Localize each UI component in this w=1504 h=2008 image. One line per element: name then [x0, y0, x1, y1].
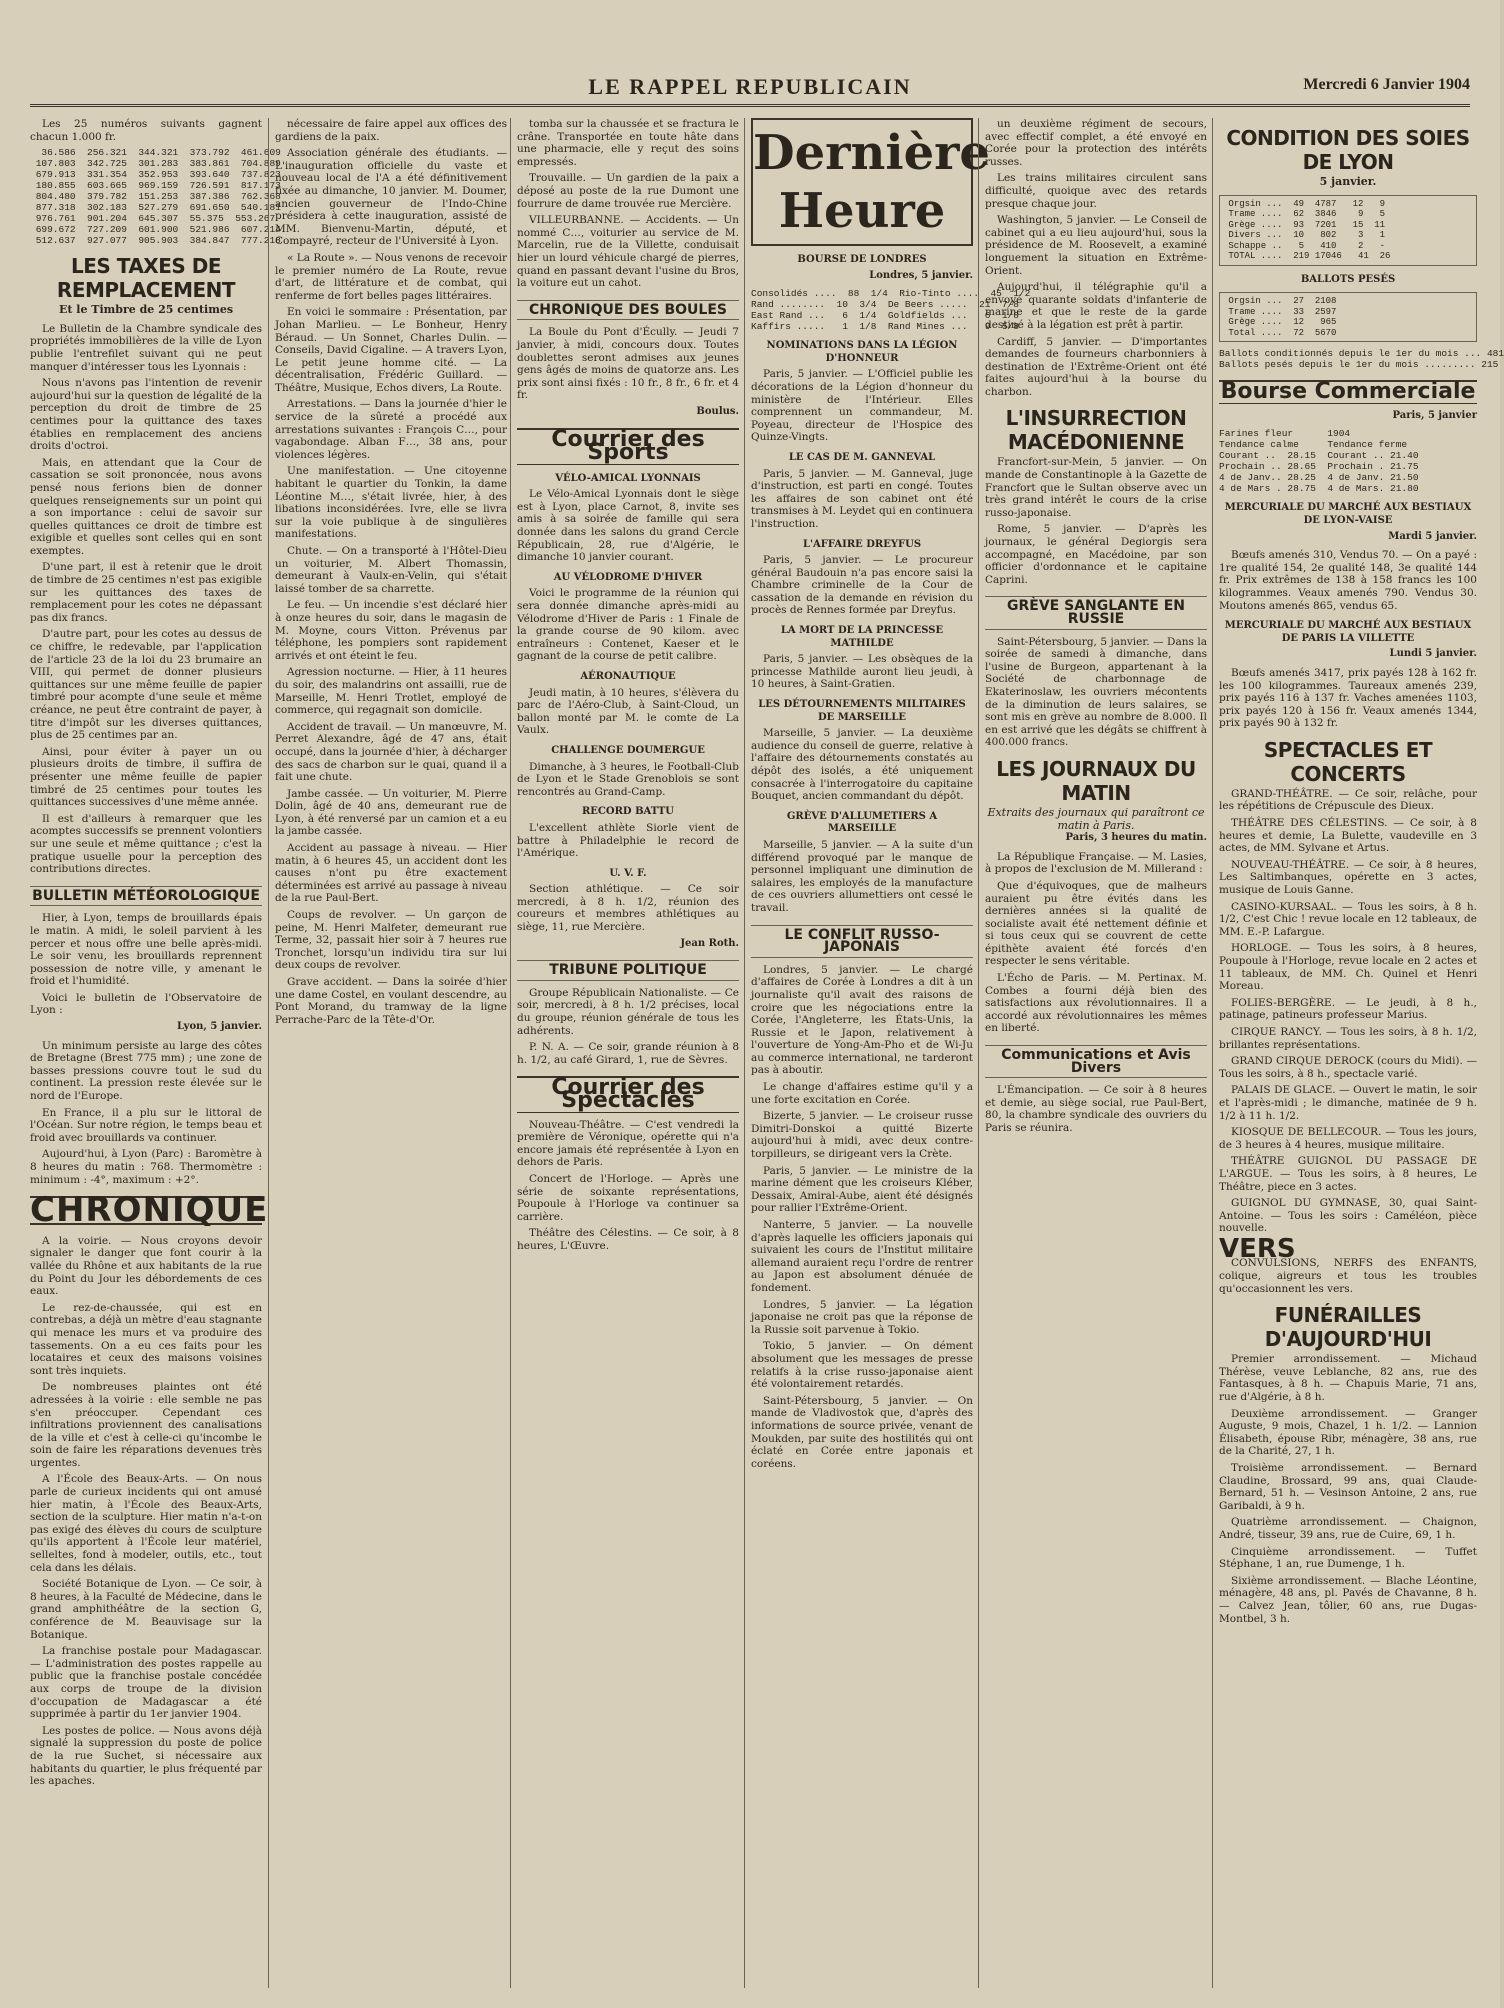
listing-item: HORLOGE. — Tous les soirs, à 8 heures, Poupoule à l'Horloge, revue locale en 2 actes et 11 tableaux, de MM. Ch. Quinel et Henri Moreau.	[1219, 942, 1477, 993]
article-paragraph: Grave accident. — Dans la soirée d'hier une dame Costel, en voulant descendre, au Pont Morand, du tramway de la ligne Perrache-Parc de la Tête-d'Or.	[275, 976, 507, 1026]
column-1	[30, 118, 281, 1988]
article-paragraph: Francfort-sur-Mein, 5 janvier. — On mande de Constantinople à la Gazette de Francfort que le Sultan observe avec un très grand intérêt le cours de la crise russo-japonaise.	[985, 456, 1207, 519]
article-paragraph: La franchise postale pour Madagascar. — L'administration des postes rappelle au public que la franchise postale concédée aux corps de troupe de la division d'occupation de Madagascar a été supprimée à partir du 1er janvier 1904.	[30, 1645, 262, 1721]
article-paragraph: Paris, 5 janvier. — L'Officiel publie les décorations de la Légion d'honneur du ministère de l'Intérieur. Elles comprennent un commandeur, M. Poyeau, directeur de l'Hospice des Quinze-Vingts.	[751, 368, 973, 444]
article-paragraph: Voici le programme de la réunion qui sera donnée dimanche après-midi au Vélodrome d'Hiver de Paris : 1 Finale de la grande course de 90 kilom. avec entraîneurs : Contenet, Kaeser et le gagnant de la course de petit calibre.	[517, 587, 739, 663]
communications-headline: Communications et Avis Divers	[985, 1045, 1207, 1078]
soies-table: Orgsin ... 49 4787 12 9 Trame .... 62 3846 9 5 Grège .... 93 7201 15 11 Divers ... 10 802 3 1 Schappe .. 5 410 2 - TOTAL .... 219 17046 41 26	[1219, 195, 1477, 266]
article-paragraph: Théâtre des Célestins. — Ce soir, à 8 heures, L'Œuvre.	[517, 1227, 739, 1252]
dateline: Paris, 5 janvier	[1392, 409, 1477, 421]
article-paragraph: Jeudi matin, à 10 heures, s'élèvera du parc de l'Aéro-Club, à Saint-Cloud, un ballon monté par M. le comte de La Vaulx.	[517, 686, 739, 737]
article-paragraph: L'Émancipation. — Ce soir à 8 heures et demie, au siège social, rue Paul-Bert, 80, la chambre syndicale des ouvriers du Paris se réunira.	[985, 1084, 1207, 1134]
article-paragraph: L'Écho de Paris. — M. Pertinax. M. Combes a fourni déjà bien des satisfactions aux révolutionnaires. Il a accordé aux révolutionnaires les mêmes en liberté.	[985, 972, 1207, 1035]
listing-item: CIRQUE RANCY. — Tous les soirs, à 8 h. 1/2, brillantes représentations.	[1219, 1025, 1477, 1051]
dateline: Lundi 5 janvier.	[1389, 648, 1477, 660]
article-paragraph: Section athlétique. — Ce soir mercredi, à 8 h. 1/2, réunion des coureurs et membres athlétiques au siège, 11, rue Mercière.	[517, 883, 739, 934]
article-paragraph: A la voirie. — Nous croyons devoir signaler le danger que font courir à la vallée du Rhône et aux habitants de la rue du Point du Jour les débordements de ces eaux.	[30, 1234, 262, 1298]
subheading: CHALLENGE DOUMERGUE	[551, 744, 705, 756]
subheading: BOURSE DE LONDRES	[797, 254, 927, 265]
soies-note: Ballots conditionnés depuis le 1er du mois ... 481 Ballots pesés depuis le 1er du mois ......... 215	[1219, 348, 1504, 371]
article-paragraph: Washington, 5 janvier. — Le Conseil de cabinet qui a eu lieu aujourd'hui, sous la présidence de M. Roosevelt, a examiné longuement la situation en Extrême-Orient.	[985, 214, 1207, 277]
listing-item: GRAND CIRQUE DEROCK (cours du Midi). — Tous les soirs, à 8 h., spectacle varié.	[1219, 1055, 1477, 1080]
journaux-subheadline: Extraits des journaux qui paraîtront ce matin à Paris.	[987, 805, 1205, 832]
article-paragraph: Le Vélo-Amical Lyonnais dont le siège est à Lyon, place Carnot, 8, invite ses amis à sa soirée de famille qui sera donnée dans les salons du grand Cercle Républicain, 28, rue d'Algérie, le dimanche 10 janvier courant.	[517, 488, 739, 564]
listing-item: NOUVEAU-THÉÂTRE. — Ce soir, à 8 heures, Les Saltimbanques, opérette en 3 actes, musique de Louis Ganne.	[1219, 858, 1477, 897]
subheading: NOMINATIONS DANS LA LÉGION D'HONNEUR	[766, 340, 958, 364]
article-paragraph: Mais, en attendant que la Cour de cassation se soit prononcée, nous avons pensé nous ferions bien de donner quelques renseignements sur un point qui a son importance : celui de savoir sur quelles quittances ce droit de timbre est exigible et quelles sont celles qui en sont exemptes.	[30, 456, 262, 557]
article-paragraph: Nanterre, 5 janvier. — La nouvelle d'après laquelle les officiers japonais qui suivaient les cours de l'Institut militaire allemand auraient reçu l'ordre de rentrer au Japon est absolument dénuée de fondement.	[751, 1219, 973, 1294]
listing-item: THÉÂTRE DES CÉLESTINS. — Ce soir, à 8 heures et demie, La Bulette, vaudeville en 3 actes, de MM. Sylvane et Artus.	[1219, 817, 1477, 855]
article-paragraph: Bizerte, 5 janvier. — Le croiseur russe Dimitri-Donskoi a quitté Bizerte aujourd'hui à midi, avec deux contre-torpilleurs, se dirigeant vers la Crète.	[751, 1110, 973, 1161]
russie-headline: GRÈVE SANGLANTE EN RUSSIE	[985, 596, 1207, 629]
bourse-commerciale-table: Farines fleur 1904 Tendance calme Tendance ferme Courant .. 28.15 Courant .. 21.40 Prochain .. 28.65 Prochain . 21.75 4 de Janv.. 28.25 4 de Janv. 21.50 4 de Mars . 28.75 4 de Mars. 21.80	[1219, 428, 1419, 495]
dateline: 5 janvier.	[1319, 175, 1377, 188]
article-paragraph: Le rez-de-chaussée, qui est en contrebas, a déjà un mètre d'eau stagnante qui menace les murs et va produire des tassements. On a eu ces faits pour les locataires et ceux des maisons voisines sont très inquiets.	[30, 1301, 262, 1377]
article-paragraph: Marseille, 5 janvier. — A la suite d'un différend provoqué par le manque de personnel impliquant une diminution de salaires, les employés de la manufacture de ces ouvriers allumettiers ont cessé le travail.	[751, 838, 973, 914]
newspaper-title: LE RAPPEL REPUBLICAIN	[588, 74, 912, 99]
article-paragraph: Une manifestation. — Une citoyenne habitant le quartier du Tonkin, la dame Léontine M…, s'était livrée, hier, à des libations inconsidérées. Ivre, elle se livra sur la voie publique à de singulières manifestations.	[275, 465, 507, 541]
taxes-subheadline: Et le Timbre de 25 centimes	[58, 303, 234, 317]
article-paragraph: D'autre part, pour les cotes au dessus de ce chiffre, le redevable, par l'application de l'article 23 de la loi du 23 brumaire an VIII, qui permet de donner plusieurs quittances sur une même feuille de papier timbré pour acompte d'une seule et même créance, ne peut être contraint de payer, à titre d'impôt sur les diverses quittances, plus de 25 centimes par an.	[30, 628, 262, 742]
article-paragraph: Premier arrondissement. — Michaud Thérèse, veuve Leblanche, 82 ans, rue des Fantasques, à 8 h. — Chapuis Marie, 71 ans, rue d'Algérie, à 8 h.	[1219, 1353, 1477, 1404]
listing-item: PALAIS DE GLACE. — Ouvert le matin, le soir et l'après-midi ; le dimanche, matinée de 9 h. 1/2 à 11 h. 1/2.	[1219, 1084, 1477, 1122]
funerailles-headline: FUNÉRAILLES D'AUJOURD'HUI	[1264, 1303, 1432, 1352]
tribune-headline: TRIBUNE POLITIQUE	[517, 960, 739, 981]
article-paragraph: Bœufs amenés 310, Vendus 70. — On a payé : 1re qualité 154, 2e qualité 148, 3e qualité 144 fr. Prix extrêmes de 138 à 158 francs les 100 kilogrammes. Veaux amenés 790. Vendus 30. Moutons amenés 865, vendus 65.	[1219, 549, 1477, 612]
subheading: MERCURIALE DU MARCHÉ AUX BESTIAUX DE PARIS LA VILLETTE	[1224, 620, 1472, 644]
article-paragraph: Trouvaille. — Un gardien de la paix a déposé au poste de la rue Dumont une fourrure de dame trouvée rue Mercière.	[517, 172, 739, 210]
lottery-intro: Les 25 numéros suivants gagnent chacun 1.000 fr.	[30, 118, 262, 143]
article-paragraph: Accident de travail. — Un manœuvre, M. Perret Alexandre, âgé de 47 ans, était occupé, dans la journée d'hier, à décharger des sacs de charbon sur le quai, quand il a fait une chute.	[275, 720, 507, 784]
subheading: VÉLO-AMICAL LYONNAIS	[555, 472, 701, 484]
article-paragraph: Les postes de police. — Nous avons déjà signalé la suppression du poste de police de la rue Suchet, si nécessaire aux habitants du quartier, le plus fréquenté par les apaches.	[30, 1724, 262, 1788]
subheading: AU VÉLODROME D'HIVER	[553, 571, 703, 583]
article-paragraph: Cinquième arrondissement. — Tuffet Stéphane, 1 an, rue Dumenge, 1 h.	[1219, 1545, 1477, 1571]
chronique-headline: CHRONIQUE	[30, 1190, 269, 1231]
soies-headline: CONDITION DES SOIES DE LYON	[1226, 126, 1470, 174]
subheading: LA MORT DE LA PRINCESSE MATHILDE	[780, 625, 944, 649]
taxes-headline: LES TAXES DE REMPLACEMENT	[56, 254, 236, 303]
article-paragraph: Paris, 5 janvier. — Le procureur général Baudouin n'a pas encore saisi la Chambre criminelle de la Cour de cassation de la demande en révision du procès de Rennes formée par Dreyfus.	[751, 554, 973, 617]
article-paragraph: Arrestations. — Dans la journée d'hier le service de la sûreté a procédé aux arrestations suivantes : François C…, pour vagabondage. Alban F…, 38 ans, pour violences légères.	[275, 398, 507, 461]
sports-headline: Courrier des Sports	[517, 428, 739, 464]
article-paragraph: Londres, 5 janvier. — La légation japonaise ne croit pas que la réponse de la Russie soit parvenue à Tokio.	[751, 1298, 973, 1336]
article-paragraph: Tokio, 5 janvier. — On dément absolument que les messages de presse relatifs à la crise russo-japonaise aient été volontairement retardés.	[751, 1340, 973, 1391]
dateline: Paris, 3 heures du matin.	[1065, 832, 1207, 844]
listing-item: THÉÂTRE GUIGNOL DU PASSAGE DE L'ARGUE. — Tous les soirs, à 8 heures, Le Théâtre, piece en 3 actes.	[1219, 1155, 1477, 1193]
subheading: GRÈVE D'ALLUMETIERS A MARSEILLE	[786, 810, 938, 835]
article-paragraph: Dimanche, à 3 heures, le Football-Club de Lyon et le Stade Grenoblois se sont rencontrés au Grand-Camp.	[517, 760, 739, 798]
listing-item: KIOSQUE DE BELLECOUR. — Tous les jours, de 3 heures à 4 heures, musique militaire.	[1219, 1126, 1477, 1151]
article-paragraph: Un minimum persiste au large des côtes de Bretagne (Brest 775 mm) ; une zone de basses pressions couvre tout le sud du continent. La pression reste élevée sur le nord de l'Europe.	[30, 1039, 262, 1103]
subheading: L'AFFAIRE DREYFUS	[802, 538, 922, 550]
listing-item: CASINO-KURSAAL. — Tous les soirs, à 8 h. 1/2, C'est Chic ! revue locale en 12 tableaux, de MM. E.-P. Lafargue.	[1219, 900, 1477, 938]
meteo-headline: BULLETIN MÉTÉOROLOGIQUE	[30, 886, 262, 907]
spectacles-headline: Courrier des Spectacles	[517, 1076, 739, 1112]
article-paragraph: De nombreuses plaintes ont été adressées à la voirie : elle semble ne pas s'en préoccuper. Cependant ces infiltrations proviennent des canalisations de la ville et c'est à celle-ci qu'incombe le soin de faire les réparations devenues très urgentes.	[30, 1381, 262, 1469]
article-paragraph: Le change d'affaires estime qu'il y a une forte excitation en Corée.	[751, 1081, 973, 1106]
subheading: U. V. F.	[609, 867, 647, 879]
article-paragraph: Groupe Républicain Nationaliste. — Ce soir, mercredi, à 8 h. 1/2 précises, local du groupe, réunion générale de tous les adhérents.	[517, 986, 739, 1037]
article-paragraph: Deuxième arrondissement. — Granger Auguste, 9 mois, Chazel, 1 h. 1/2. — Lannion Élisabeth, épouse Ribr, ménagère, 38 ans, rue de la Charité, 27, 1 h.	[1219, 1407, 1477, 1458]
article-paragraph: D'une part, il est à retenir que le droit de timbre de 25 centimes n'est pas exigible sur les quittances des taxes de remplacement pour les cotes ne dépassant pas dix francs.	[30, 561, 262, 624]
article-paragraph: Paris, 5 janvier. — Les obsèques de la princesse Mathilde auront lieu jeudi, à 10 heures, à Saint-Gratien.	[751, 653, 973, 691]
listing-item: GUIGNOL DU GYMNASE, 30, quai Saint-Antoine. — Tous les soirs : Caméléon, pièce nouvelle.	[1219, 1197, 1477, 1235]
article-paragraph: Hier, à Lyon, temps de brouillards épais le matin. A midi, le soleil parvient à les percer et nous offre une belle après-midi. Le soir venu, les brouillards reprennent possession de notre ville, y amenant le froid et l'humidité.	[30, 912, 262, 988]
article-paragraph: Aujourd'hui, à Lyon (Parc) : Baromètre à 8 heures du matin : 768. Thermomètre : minimum : -4°, maximum : +2°.	[30, 1148, 262, 1186]
article-paragraph: Saint-Pétersbourg, 5 janvier. — Dans la soirée de samedi à dimanche, dans l'usine de Burgeon, appartenant à la Société de charbonnage de Ekaterinoslaw, les ouvriers mécontents de la diminution de leurs salaires, se sont mis en grève au nombre de 8.000. Il en est arrivé que les dégâts se chiffrent à 400.000 francs.	[985, 635, 1207, 749]
subheading: MERCURIALE DU MARCHÉ AUX BESTIAUX DE LYON-VAISE	[1224, 502, 1472, 526]
article-paragraph: Troisième arrondissement. — Bernard Claudine, Brossard, 99 ans, quai Claude-Bernard, 51 h. — Vesinson Antoine, 2 ans, rue Garibaldi, à 9 h.	[1219, 1462, 1477, 1512]
column-4	[744, 118, 1031, 1988]
article-paragraph: Association générale des étudiants. — L'inauguration officielle du vaste et nouveau local de l'A a été définitivement fixée au dimanche, 10 janvier. M. Doumer, ancien gouverneur de l'Indo-Chine présidera à cette inauguration, assisté de MM. Bienvenu-Martin, député, et Compayré, recteur de l'Université à Lyon.	[275, 147, 507, 248]
article-paragraph: Rome, 5 janvier. — D'après les journaux, le général Degiorgis sera accompagné, en Macédoine, par son officier d'ordonnance et le capitaine Caprini.	[985, 523, 1207, 586]
article-paragraph: « La Route ». — Nous venons de recevoir le premier numéro de La Route, revue d'art, de littérature et de combat, qui renferme de fort belles pages littéraires.	[275, 251, 507, 302]
lottery-numbers: 36.586 256.321 344.321 373.792 461.609 107.803 342.725 301.283 383.861 704.889 679.913 331.354 352.953 393.640 737.823 180.855 603.665 969.159 726.591 817.173 804.480 379.782 151.253 387.386 762.368 877.318 302.183 527.279 691.650 540.181 976.761 901.204 645.307 55.375 553.267 699.672 727.209 601.900 521.986 607.214 512.637 927.077 905.903 384.847 777.218	[35, 147, 281, 247]
macedoine-headline: L'INSURRECTION MACÉDONIENNE	[1005, 406, 1187, 455]
signature: Jean Roth.	[680, 937, 739, 949]
listing-item: GRAND-THÉÂTRE. — Ce soir, relâche, pour les répétitions de Crépuscule des Dieux.	[1219, 787, 1477, 813]
article-paragraph: Le feu. — Un incendie s'est déclaré hier à onze heures du soir, dans le magasin de M. Moyne, cours Vitton. Prévenus par téléphone, les pompiers sont rapidement arrivés et ont éteint le feu.	[275, 599, 507, 662]
article-paragraph: A l'École des Beaux-Arts. — On nous parle de curieux incidents qui ont amusé hier matin, à l'École des Beaux-Arts, section de la sculpture. Hier matin n'a-t-on pas exigé des élèves du cours de sculpture qu'ils apportent à l'École leur matériel, selleltes, fond à modeler, outils, etc., tout cela dans les délais.	[30, 1473, 262, 1574]
column-6	[1212, 118, 1504, 1988]
article-paragraph: Concert de l'Horloge. — Après une série de soixante représentations, Poupoule à l'Horloge va continuer sa carrière.	[517, 1172, 739, 1223]
article-paragraph: En France, il a plu sur le littoral de l'Océan. Sur notre région, le temps beau et froid avec brouillards va continuer.	[30, 1106, 262, 1144]
article-paragraph: un deuxième régiment de secours, avec effectif complet, a été envoyé en Corée pour la protection des intérêts russes.	[985, 118, 1207, 168]
article-paragraph: Les trains militaires circulent sans difficulté, quoique avec des retards presque chaque jour.	[985, 172, 1207, 210]
column-3	[510, 118, 739, 1988]
article-paragraph: Paris, 5 janvier. — Le ministre de la marine dément que les croiseurs Kléber, Dessaix, Amiral-Aube, aient été désignés pour rallier l'Extrême-Orient.	[751, 1164, 973, 1215]
article-paragraph: Société Botanique de Lyon. — Ce soir, à 8 heures, à la Faculté de Médecine, dans le grand amphithéâtre de la section G, conférence de M. Beauvisage sur la Botanique.	[30, 1578, 262, 1641]
column-2	[268, 118, 507, 1988]
article-paragraph: Aujourd'hui, il télégraphie qu'il a envoyé quarante soldats d'infanterie de marine et que le reste de la garde destiné à la légation est prêt à partir.	[985, 281, 1207, 331]
article-paragraph: L'excellent athlète Siorle vient de battre à Philadelphie le record de l'Amérique.	[517, 821, 739, 860]
subheading: AÉRONAUTIQUE	[580, 670, 676, 682]
london-bourse-table: Consolidés .... 88 1/4 Rio-Tinto .... 45 1/2 Rand ........ 10 3/4 De Beers ..... 21 7/8 East Rand ... 6 1/4 Goldfields ... 6 1/8 Kaffirs ..... 1 1/8 Rand Mines ... 9 5/8	[751, 288, 1031, 333]
article-paragraph: Saint-Pétersbourg, 5 janvier. — On mande de Vladivostok que, d'après des informations de source privée, venant de Moukden, par suite des hostilités qui ont éclaté en Corée entre japonais et coréens.	[751, 1394, 973, 1470]
derniere-heure-headline: Dernière Heure	[751, 118, 973, 246]
article-paragraph: Nous n'avons pas l'intention de revenir aujourd'hui sur la question de légalité de la perception du droit de timbre de 25 centimes pour la quittance des taxes établies en remplacement des anciens droits d'octroi.	[30, 377, 262, 453]
article-paragraph: Paris, 5 janvier. — M. Ganneval, juge d'instruction, est parti en congé. Toutes les affaires de son cabinet ont été transmises à M. Leydet qui en continuera l'instruction.	[751, 467, 973, 530]
dateline: Mardi 5 janvier.	[1388, 530, 1477, 542]
article-paragraph: Nouveau-Théâtre. — C'est vendredi la première de Véronique, opérette qui n'a encore jamais été représentée à Lyon en dehors de Paris.	[517, 1118, 739, 1169]
article-paragraph: Quatrième arrondissement. — Chaignon, André, tisseur, 39 ans, rue de Cuire, 69, 1 h.	[1219, 1516, 1477, 1541]
article-paragraph: Sixième arrondissement. — Blache Léontine, ménagère, 48 ans, pl. Pavés de Chavanne, 8 h. — Calvez Jean, tôlier, 60 ans, rue Dugas-Montbel, 3 h.	[1219, 1574, 1477, 1625]
soies-table-weighed: Orgsin ... 27 2108 Trame .... 33 2597 Grège .... 12 965 Total .... 72 5670	[1219, 292, 1477, 342]
conflit-headline: LE CONFLIT RUSSO-JAPONAIS	[751, 925, 973, 958]
masthead	[30, 70, 1470, 107]
listing-item: FOLIES-BERGÈRE. — Le jeudi, à 8 h., patinage, patineurs professeur Marius.	[1219, 996, 1477, 1022]
article-paragraph: tomba sur la chaussée et se fractura le crâne. Transportée en toute hâte dans une pharmacie, elle y reçut des soins empressés.	[517, 118, 739, 168]
article-paragraph: Accident au passage à niveau. — Hier matin, à 6 heures 45, un accident dont les causes n'ont pu être exactement déterminées est arrivé au passage à niveau de la rue Paul-Bert.	[275, 842, 507, 905]
article-paragraph: Cardiff, 5 janvier. — D'importantes demandes de fourneurs charbonniers à destination de l'Extrême-Orient ont été faites aujourd'hui à la bourse du charbon.	[985, 335, 1207, 398]
article-paragraph: En voici le sommaire : Présentation, par Johan Marlieu. — Le Bonheur, Henry Béraud. — Un Sonnet, Charles Dulin. — Conseils, David Cigaline. — A travers Lyon, Le petit jeune homme cité. — La décentralisation, Frédéric Guillard. — Théâtre, Musique, Echos divers, La Route.	[275, 306, 507, 394]
journaux-headline: LES JOURNAUX DU MATIN	[996, 756, 1196, 805]
issue-date: Mercredi 6 Janvier 1904	[1303, 76, 1470, 93]
article-paragraph: Coups de revolver. — Un garçon de peine, M. Henri Malfeter, demeurant rue Terme, 32, passait hier soir à 7 heures rue Tronchet, lorsqu'un individu tira sur lui deux coups de revolver.	[275, 909, 507, 972]
bourse-commerciale-headline: Bourse Commerciale	[1220, 379, 1476, 405]
subheading: BALLOTS PESÉS	[1300, 273, 1396, 285]
column-5	[978, 118, 1207, 1988]
subheading: LES DÉTOURNEMENTS MILITAIRES DE MARSEILLE	[758, 699, 966, 723]
subheading: LE CAS DE M. GANNEVAL	[788, 451, 936, 463]
boules-headline: CHRONIQUE DES BOULES	[517, 300, 739, 321]
vers-advert-headline: VERS	[1219, 1233, 1296, 1264]
article-paragraph: La République Française. — M. Lasies, à propos de l'exclusion de M. Millerand :	[985, 850, 1207, 876]
article-paragraph: nécessaire de faire appel aux offices des gardiens de la paix.	[275, 118, 507, 143]
article-paragraph: Ainsi, pour éviter à payer un ou plusieurs droits de timbre, il suffira de présenter une même feuille de papier timbré de 25 centimes pour toutes les quittances successives d'une même année.	[30, 745, 262, 809]
article-paragraph: Agression nocturne. — Hier, à 11 heures du soir, des malandrins ont assailli, rue de Marseille, M. Henri Trotlet, employé de commerce, qui regagnait son domicile.	[275, 666, 507, 717]
dateline: Lyon, 5 janvier.	[177, 1021, 262, 1033]
signature: Boulus.	[696, 405, 739, 417]
article-paragraph: Jambe cassée. — Un voiturier, M. Pierre Dolin, âgé de 40 ans, demeurant rue de Lyon, à été renversé par un camion et a eu la jambe cassée.	[275, 787, 507, 838]
article-paragraph: P. N. A. — Ce soir, grande réunion à 8 h. 1/2, au café Girard, 1, rue de Sèvres.	[517, 1041, 739, 1066]
article-paragraph: Il est d'ailleurs à remarquer que les acomptes successifs se prennent volontiers sur une seule et même quittance ; c'est la pratique usuelle pour la perception des contributions directes.	[30, 812, 262, 876]
article-paragraph: Chute. — On a transporté à l'Hôtel-Dieu un voiturier, M. Albert Thomassin, demeurant à Vaulx-en-Velin, qui s'était laissé tomber de sa charrette.	[275, 545, 507, 595]
article-paragraph: Le Bulletin de la Chambre syndicale des propriétés immobilières de la ville de Lyon publie l'entrefilet suivant qui ne peut manquer d'intéresser tous les Lyonnais :	[30, 322, 262, 373]
article-paragraph: Marseille, 5 janvier. — La deuxième audience du conseil de guerre, relative à l'affaire des détournements constatés au dépôt des isolés, a été uniquement consacrée à l'interrogatoire du capitaine Bouquet, ancien commandant du dépôt.	[751, 727, 973, 803]
article-paragraph: Voici le bulletin de l'Observatoire de Lyon :	[30, 991, 262, 1017]
article-paragraph: VILLEURBANNE. — Accidents. — Un nommé C…, voiturier au service de M. Marcelin, rue de la Villette, conduisait hier un lourd véhicule chargé de pierres, quand en passant devant l'usine du Bros, la voiture eut un cahot.	[517, 214, 739, 290]
article-paragraph: La Boule du Pont d'Écully. — Jeudi 7 janvier, à midi, concours doux. Toutes doublettes seront admises aux jeunes gens âgés de moins de quatorze ans. Les prix sont ainsi fixés : 10 fr., 8 fr., 6 fr. et 4 fr.	[517, 326, 739, 402]
advert-text: CONVULSIONS, NERFS des ENFANTS, colique, aigreurs et tous les troubles qu'occasionnent les vers.	[1219, 1257, 1477, 1295]
dateline: Londres, 5 janvier.	[869, 269, 973, 281]
article-paragraph: Que d'équivoques, que de malheurs auraient pu être évités dans les dernières années si la qualité de socialiste avait été nettement définie et si tous ceux qui se couvrent de cette épithète avaient été forcés d'en respecter le sens véritable.	[985, 879, 1207, 968]
article-paragraph: Londres, 5 janvier. — Le chargé d'affaires de Corée à Londres a dit à un journaliste qu'il avait des raisons de croire que les négociations entre la Corée, l'Angleterre, les États-Unis, la Russie et le Japon, relativement à l'ouverture de Yong-Am-Pho et de Wi-Ju au commerce international, ne tarderont pas à aboutir.	[751, 963, 973, 1077]
article-paragraph: Bœufs amenés 3417, prix payés 128 à 162 fr. les 100 kilogrammes. Taureaux amenés 239, prix payés 116 à 137 fr. Vaches amenées 1103, prix payés 120 à 156 fr. Veaux amenés 1344, prix payés 90 à 132 fr.	[1219, 666, 1477, 730]
spectacles-concerts-headline: SPECTACLES ET CONCERTS	[1263, 737, 1433, 786]
subheading: RECORD BATTU	[582, 806, 674, 818]
